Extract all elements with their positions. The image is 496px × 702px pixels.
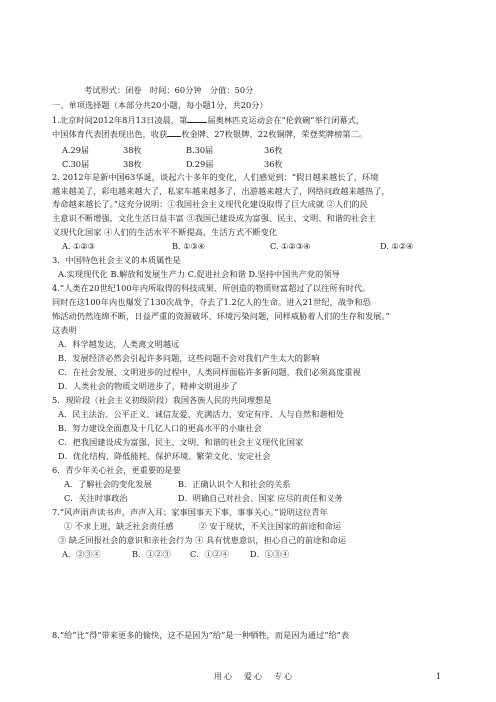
q6-option-b: B．正确认识个人和社会的关系 [178, 479, 291, 489]
q5-option-c: C．把我国建设成为富强、民主、文明、和谐的社会主义现代化国家 [58, 437, 304, 447]
q2-option-b: B. ①③④ [172, 241, 206, 251]
q1-option-a: A.29届 [62, 145, 90, 155]
q2-option-a: A. ①②③ [62, 241, 96, 251]
q4-option-c: C．在社会发展、文明进步的过程中，人类同样面临许多新问题，我们必须高度重视 [58, 367, 361, 377]
q5-stem: 5．现阶段（社会主义初级阶段）我国各族人民的共同理想是 [52, 395, 272, 405]
q1-stem [52, 114, 452, 126]
q7-statements-row-2: ③ 缺乏回报社会的意识和亲社会行为 ④ 具有忧患意识，担心自己的前途和命运 [58, 535, 347, 545]
q2-line-3: 寿命越来越长了。”这充分说明：①我国社会主义现代化建设取得了巨大成就 ②人们的民 [52, 199, 368, 209]
page-number: 1 [436, 672, 442, 681]
q1-option-b-count: 36枚 [264, 145, 283, 155]
q7-option-b: B．①②③ [132, 549, 171, 559]
q4-option-d: D．人类社会的物质文明进步了，精神文明退步了 [58, 381, 238, 391]
q1-option-d: D.29届 [186, 159, 214, 169]
q8-stem: 8.“给”比“得”带来更多的愉快，这不是因为“给”是一种牺牲，而是因为通过“给”表 [52, 630, 350, 640]
q1-blank-1 [187, 114, 207, 123]
q1-stem-line2-a: 中国体育代表团表现出色，收获 [52, 129, 168, 139]
q1-stem-line2-b: 枚金牌、27枚银牌、22枚铜牌，荣登奖牌榜第二。 [181, 129, 368, 139]
section-title: 一、单项选择题（本部分共20小题，每小题1分，共20分） [52, 100, 268, 110]
q7-option-d: D．①③④ [250, 549, 290, 559]
q2-line-4: 主意识不断增强，文化生活日益丰富 ③我国已建设成为富强、民主、文明、和谐的社会主 [52, 213, 376, 223]
q1-stem-line2 [52, 128, 452, 140]
q3-stem: 3．中国特色社会主义的本质属性是 [52, 255, 181, 265]
q2-option-c: C. ①②③④ [270, 241, 311, 251]
q5-option-a: A．民主法治、公平正义、诚信友爱、充满活力、安定有序、人与自然和谐相处 [58, 409, 345, 419]
q1-option-b: B.30届 [186, 145, 214, 155]
q5-option-d: D．优化结构、降低能耗、保护环境、繁荣文化、安定社会 [58, 451, 271, 461]
q4-option-b: B．发展经济必然会引起许多问题，这些问题不会对我们产生太大的影响 [58, 353, 320, 363]
q1-blank-2 [167, 128, 181, 137]
q4-option-a: A．科学越发达，人类离文明越远 [58, 339, 180, 349]
q7-option-c: C．①②④ [190, 549, 230, 559]
q6-option-a: A．了解社会的变化发展 [64, 479, 152, 489]
q2-line-1: 2. 2012年是新中国63华诞，谈起六十多年的变化，人们感觉到：“假日越来越长了，环境 [52, 172, 379, 182]
q4-line-1: 4.“人类在20世纪100年内所取得的科技成果、所创造的物质财富超过了以往所有时代。 [52, 283, 371, 293]
q1-option-c: C.30届 [62, 159, 90, 169]
q4-line-4: 这表明 [52, 325, 77, 335]
q1-stem-a: 1.北京时间2012年8月13日凌晨，第 [52, 115, 188, 125]
q5-option-b: B．努力建设全面惠及十几亿人口的更高水平的小康社会 [58, 423, 262, 433]
q6-stem: 6．青少年关心社会，更重要的是要 [52, 465, 181, 475]
q7-stem: 7.“风声雨声读书声，声声入耳；家事国事天下事，事事关心。”说明这位青年 [52, 507, 328, 517]
footer-motto: 用心 爱心 专心 [214, 672, 294, 681]
q6-option-c: C．关注时事政治 [64, 493, 128, 503]
q1-option-c-count: 38枚 [123, 159, 142, 169]
q7-option-a: A．②③④ [62, 549, 101, 559]
q7-statements-row-1: ① 不求上进，缺乏社会责任感 ② 安于现状，不关注国家的前途和命运 [64, 521, 342, 531]
q2-line-2: 越来越美了，彩电越来越大了，私家车越来越多了，出游越来越大了，网络问政越来越热了， [52, 186, 390, 196]
exam-info: 考试形式：闭卷 时间：60分钟 分值：50分 [84, 85, 254, 95]
q2-line-5: 义现代化国家 ④人们的生活水平不断提高，生活方式不断变化 [52, 227, 278, 237]
q1-stem-b: 届奥林匹克运动会在“伦敦碗”举行闭幕式， [207, 115, 365, 125]
q3-options: A.实现现代化 B.解放和发展生产力 C.促进社会和谐 D.坚持中国共产党的领导 [58, 269, 340, 279]
q1-option-a-count: 38枚 [123, 145, 142, 155]
q2-option-d: D. ①②④ [380, 241, 414, 251]
q6-option-d: D．明确自己对社会、国家 应尽的责任和义务 [178, 493, 343, 503]
q4-line-2: 同时在这100年内也爆发了130次战争，夺去了1.2亿人的生命。进入21世纪，战争和恐 [52, 297, 371, 307]
q4-line-3: 怖活动仍然连绵不断，日益严重的资源破坏、环境污染问题，同样威胁着人们的生存和发展。” [52, 311, 390, 321]
q1-option-d-count: 36枚 [264, 159, 283, 169]
